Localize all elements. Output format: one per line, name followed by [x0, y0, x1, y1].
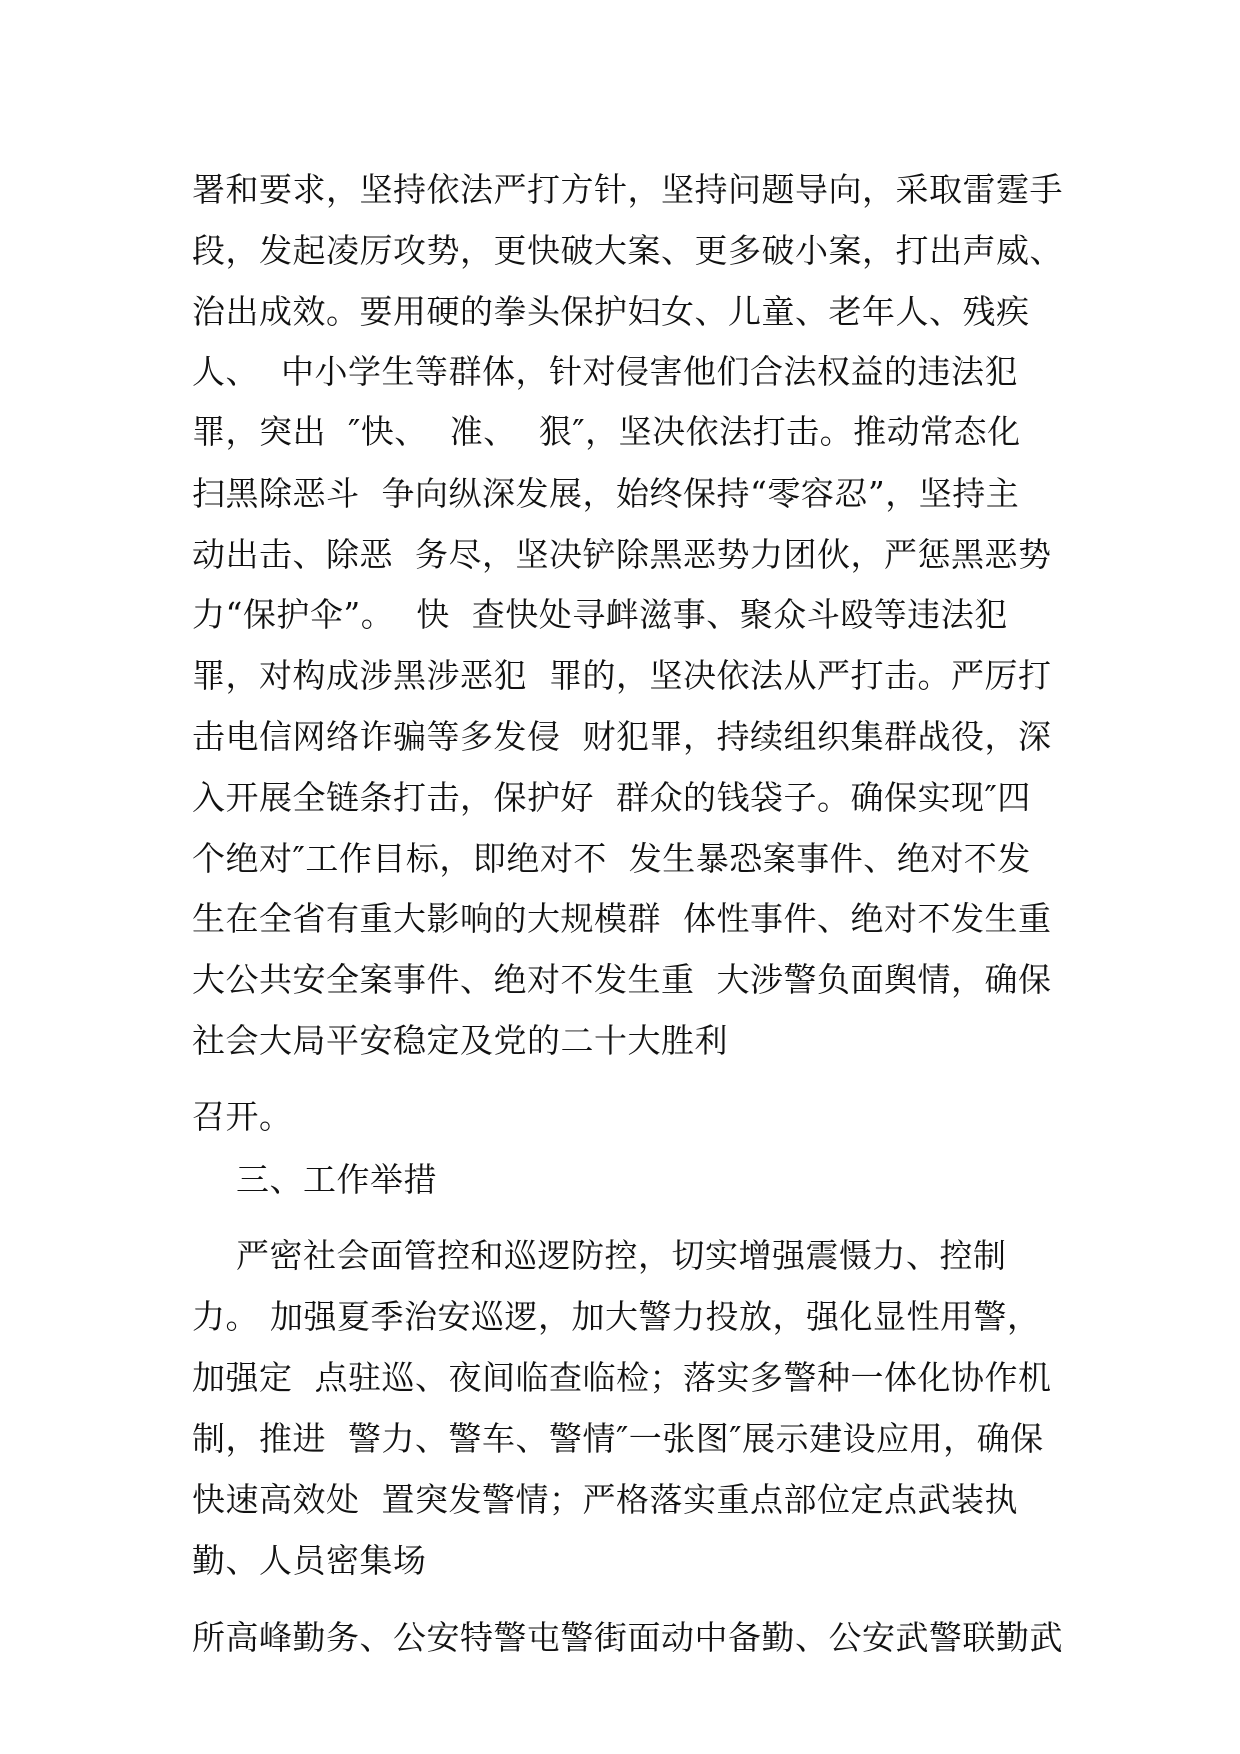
text-line: 大公共安全案事件、绝对不发生重 大涉警负面舆情，确保 [192, 960, 1052, 999]
text-line: 罪，对构成涉黑涉恶犯 罪的，坚决依法从严打击。严厉打 [192, 656, 1052, 695]
text-line: 所高峰勤务、公安特警屯警街面动中备勤、公安武警联勤武 [192, 1618, 1063, 1657]
section-heading: 三、工作举措 [192, 1160, 437, 1199]
text-line: 入开展全链条打击，保护好 群众的钱袋子。确保实现″四 [192, 778, 1031, 817]
text-line: 力“保护伞”。 快 查快处寻衅滋事、聚众斗殴等违法犯 [192, 595, 1008, 634]
text-line: 制，推进 警力、警车、警情″一张图″展示建设应用，确保 [192, 1419, 1044, 1458]
text-line: 个绝对″工作目标，即绝对不 发生暴恐案事件、绝对不发 [192, 839, 1031, 878]
text-line: 社会大局平安稳定及党的二十大胜利 [192, 1021, 728, 1060]
text-line: 召开。 [192, 1097, 293, 1136]
text-line: 加强定 点驻巡、夜间临查临检；落实多警种一体化协作机 [192, 1358, 1052, 1397]
text-line: 严密社会面管控和巡逻防控，切实增强震慑力、控制 [192, 1236, 1007, 1275]
text-line: 快速高效处 置突发警情；严格落实重点部位定点武装执 [192, 1480, 1018, 1519]
text-line: 生在全省有重大影响的大规模群 体性事件、绝对不发生重 [192, 899, 1052, 938]
text-line: 勤、人员密集场 [192, 1541, 427, 1580]
text-line: 罪，突出 ″快、 准、 狠″，坚决依法打击。推动常态化 [192, 412, 1021, 451]
text-line: 段，发起凌厉攻势，更快破大案、更多破小案，打出声威、 [192, 231, 1063, 270]
text-line: 动出击、除恶 务尽，坚决铲除黑恶势力团伙，严惩黑恶势 [192, 535, 1052, 574]
text-line: 击电信网络诈骗等多发侵 财犯罪，持续组织集群战役，深 [192, 717, 1052, 756]
text-line: 力。 加强夏季治安巡逻，加大警力投放，强化显性用警， [192, 1297, 1041, 1336]
text-line: 署和要求，坚持依法严打方针，坚持问题导向，采取雷霆手 [192, 170, 1063, 209]
text-line: 治出成效。要用硬的拳头保护妇女、儿童、老年人、残疾 [192, 292, 1030, 331]
text-line: 扫黑除恶斗 争向纵深发展，始终保持“零容忍”，坚持主 [192, 474, 1020, 513]
text-line: 人、 中小学生等群体，针对侵害他们合法权益的违法犯 [192, 352, 1018, 391]
